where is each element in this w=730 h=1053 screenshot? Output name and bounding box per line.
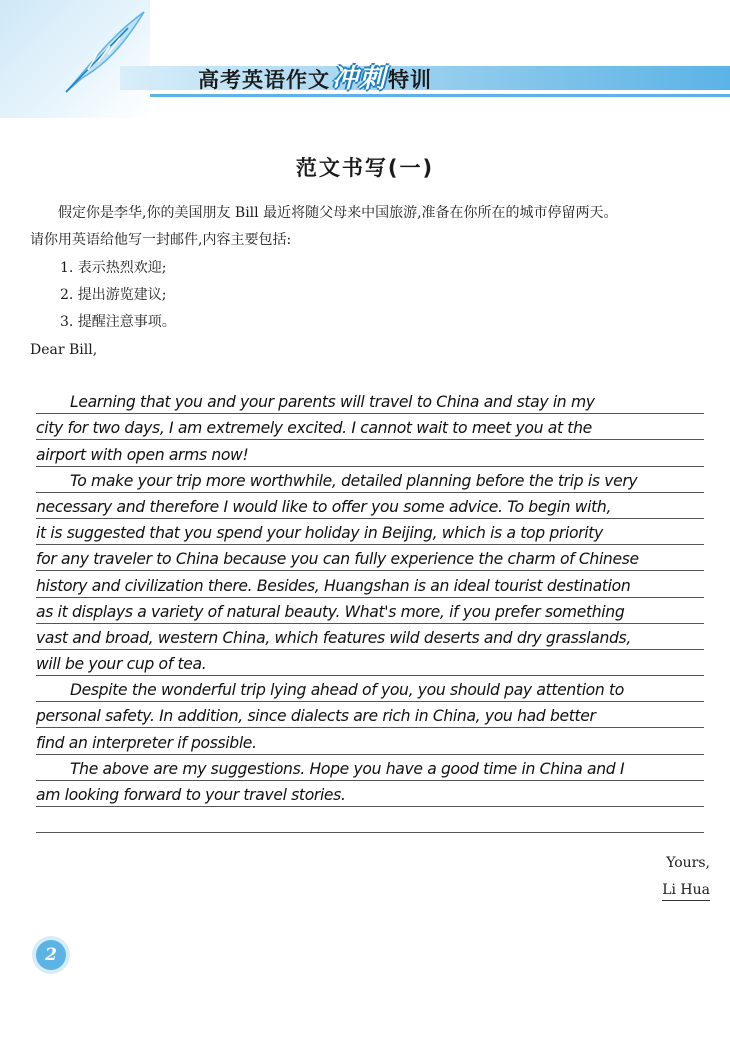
essay-line-text: it is suggested that you spend your holiday in Beijing, which is a top priority (36, 524, 603, 543)
letter-signature: Li Hua (662, 880, 710, 901)
header-title-suffix: 特训 (388, 68, 433, 92)
essay-line-text: personal safety. In addition, since dialects are rich in China, you had better (36, 707, 596, 726)
page-header (0, 0, 730, 120)
essay-line-text: vast and broad, western China, which features wild deserts and dry grasslands, (36, 628, 631, 647)
handwritten-essay (36, 388, 704, 833)
essay-line-text: history and civilization there. Besides, Huangshan is an ideal tourist destination (36, 576, 631, 595)
essay-line (36, 781, 704, 807)
essay-line (36, 545, 704, 571)
essay-line (36, 624, 704, 650)
essay-line-text: The above are my suggestions. Hope you have a good time in China and I (70, 759, 625, 778)
essay-line-text: as it displays a variety of natural beauty. What's more, if you prefer something (36, 602, 625, 621)
essay-line (36, 676, 704, 702)
essay-line-text: for any traveler to China because you can fully experience the charm of Chinese (36, 550, 639, 569)
essay-line-text: will be your cup of tea. (36, 655, 207, 674)
section-title: 范文书写(一) (295, 156, 435, 180)
feather-icon (58, 8, 148, 96)
essay-line-text: airport with open arms now! (36, 445, 249, 464)
essay-line (36, 440, 704, 466)
essay-line (36, 728, 704, 754)
essay-line (36, 650, 704, 676)
essay-line (36, 807, 704, 833)
page-number-badge (32, 936, 70, 974)
header-title-accent: 冲刺 (332, 64, 387, 94)
essay-line-text: Despite the wonderful trip lying ahead of you, you should pay attention to (70, 681, 624, 700)
essay-line (36, 388, 704, 414)
page-number: 2 (36, 940, 66, 970)
essay-line (36, 467, 704, 493)
essay-line-text: find an interpreter if possible. (36, 733, 257, 752)
essay-line-text: necessary and therefore I would like to offer you some advice. To begin with, (36, 497, 612, 516)
essay-line-text: To make your trip more worthwhile, detailed planning before the trip is very (70, 471, 638, 490)
prompt-line-2: 请你用英语给他写一封邮件,内容主要包括: (30, 232, 292, 248)
essay-line (36, 598, 704, 624)
essay-line-text: Learning that you and your parents will travel to China and stay in my (70, 393, 595, 412)
essay-line-text: am looking forward to your travel stories. (36, 786, 346, 804)
letter-closing: Yours, (666, 855, 710, 871)
prompt-item-2: 2. 提出游览建议; (60, 287, 167, 303)
essay-line (36, 414, 704, 440)
letter-greeting: Dear Bill, (30, 342, 98, 358)
header-title-prefix: 高考英语作文 (198, 68, 330, 92)
essay-line (36, 755, 704, 781)
prompt-line-1: 假定你是李华,你的美国朋友 Bill 最近将随父母来中国旅游,准备在你所在的城市停留两天。 (58, 205, 618, 221)
header-title (198, 58, 432, 95)
essay-line (36, 493, 704, 519)
prompt-item-3: 3. 提醒注意事项。 (60, 314, 176, 330)
essay-line-text: city for two days, I am extremely excited. I cannot wait to meet you at the (36, 419, 592, 438)
essay-line (36, 571, 704, 597)
prompt-item-1: 1. 表示热烈欢迎; (60, 260, 167, 276)
essay-line (36, 519, 704, 545)
essay-line (36, 702, 704, 728)
